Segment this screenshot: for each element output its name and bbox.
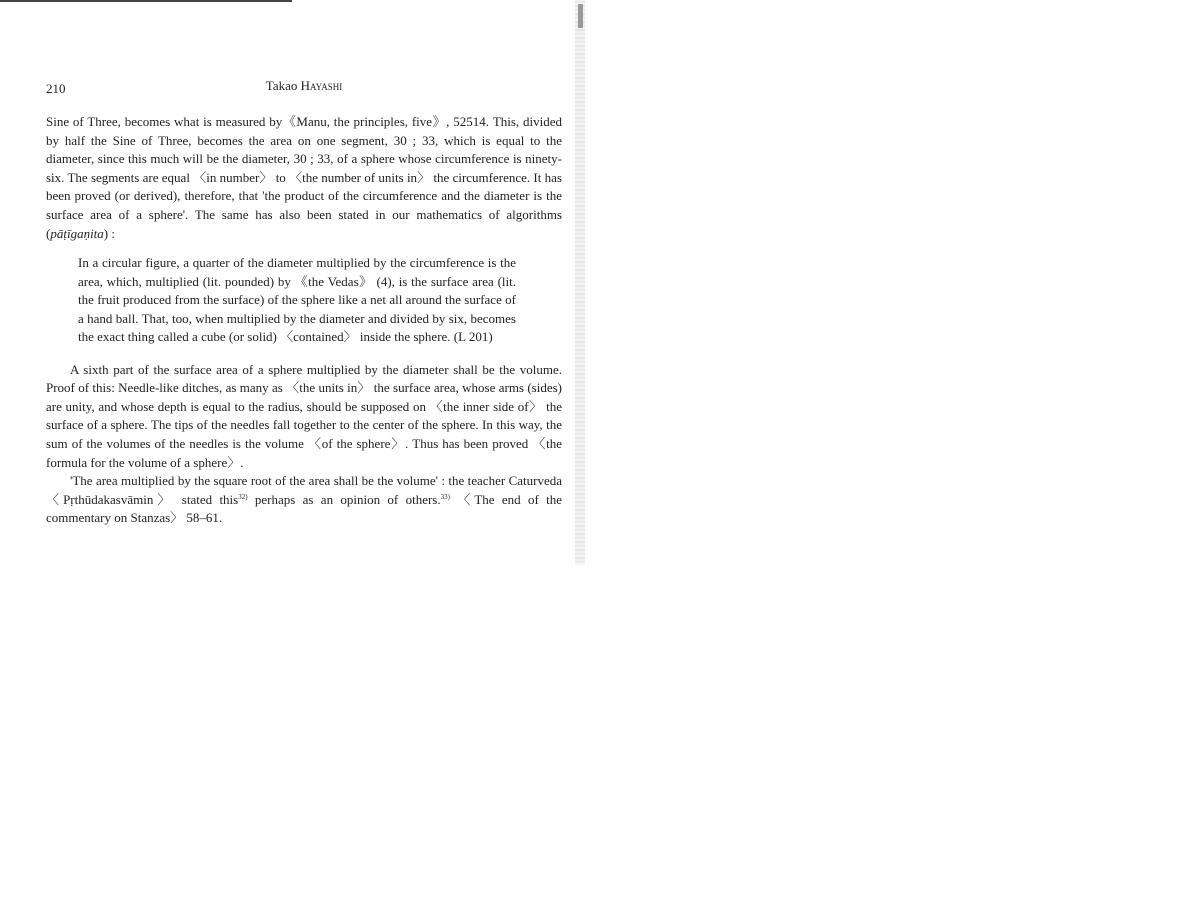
book-spine-mark [578,4,583,28]
top-border-rule [0,0,292,2]
book-spine-shadow [575,0,585,565]
paragraph-3 [46,472,562,528]
page-header [46,78,562,98]
paragraph-3-text-a: 'The area multiplied by the square root of the area shall be the volume' : the teacher Caturveda 〈Pṛthūdakasvāmin〉 stated this [46,473,562,507]
footnote-ref-32: 32) [238,492,248,501]
paragraph-3-text-c: 〈The end of the commentary on Stanzas〉 58–61. [46,491,562,526]
paragraph-2: A sixth part of the surface area of a sphere multiplied by the diameter shall be the volume. Proof of this: Needle-like ditches, as many as 〈the units in〉 the surface area, whose arms (sides) are unity, and whose depth is equal to the radius, should be supposed on 〈the inner side of〉 the surface of a sphere. The tips of the needles fall together to the center of the sphere. In this way, the sum of the volumes of the needles is the volume 〈of the sphere〉. Thus has been proved 〈the formula for the volume of a sphere〉. [46,361,562,470]
page-number: 210 [46,81,66,96]
paragraph-3-text-b: perhaps as an opinion of others. [247,491,441,507]
footnote-ref-33: 33) [440,492,450,501]
paragraph-1-end: ) : [103,225,115,241]
sanskrit-term: pāṭīgaṇita [50,225,104,241]
block-quote: In a circular figure, a quarter of the diameter multiplied by the circumference is the area, which, multiplied (lit. pounded) by 《the Vedas》 (4), is the surface area (lit. the fruit produced from the surface) of the sphere like a net all around the surface of a hand ball. That, too, when multiplied by the diameter and divided by six, becomes the exact thing called a cube (or solid) 〈contained〉 inside the sphere. (L 201) [78,255,516,345]
author-first-name: Takao [265,78,298,93]
paragraph-1-text: Sine of Three, becomes what is measured by《Manu, the principles, five》, 52514. This, divided by half the Sine of Three, becomes the area on one segment, 30 ; 33, which is equal to the diameter, since this much will be the diameter, 30 ; 33, of a sphere whose circumference is ninety-six. The segments are equal 〈in number〉 to 〈the number of units in〉 the circumference. It has been proved (or derived), therefore, that 'the product of the circumference and the diameter is the surface area of a sphere'. The same has also been stated in our mathematics of algorithms ( [46,114,562,241]
author-last-name: Hayashi [300,78,343,93]
page-body [46,113,562,528]
running-head [46,78,562,94]
paragraph-1 [46,113,562,243]
